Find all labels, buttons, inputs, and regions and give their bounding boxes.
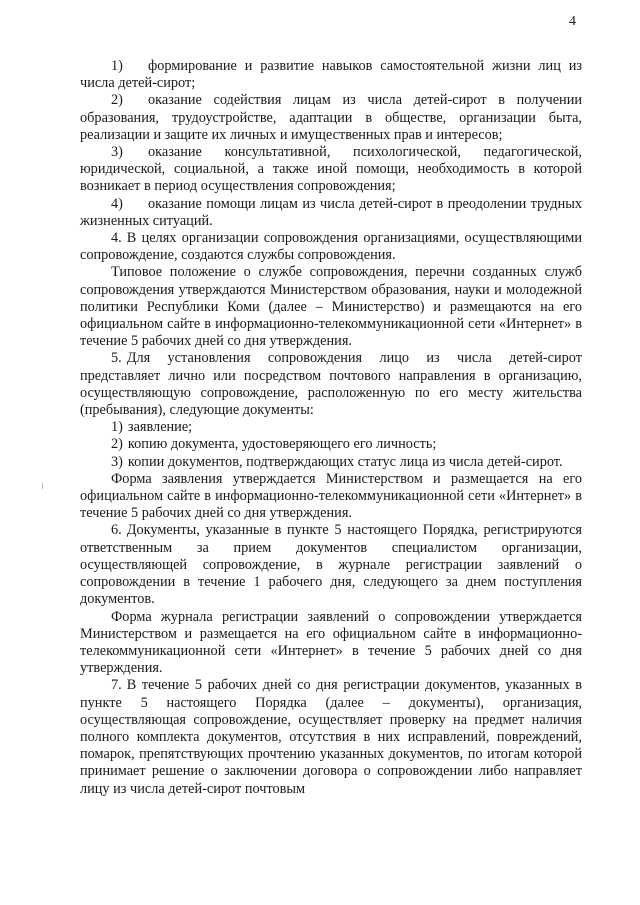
clause-number: 6. — [111, 522, 122, 539]
list-item — [80, 92, 582, 144]
item-number: 2) — [111, 92, 123, 109]
clause-number: 5. — [111, 350, 122, 367]
item-number: 1) — [111, 419, 123, 436]
document-body — [80, 58, 582, 798]
clause-paragraph — [80, 522, 582, 608]
clause-text: В целях организации сопровождения организациями, осуществляющими сопровождение, создаются службы сопровождения. — [80, 230, 582, 264]
item-text: копии документов, подтверждающих статус лица из числа детей-сирот. — [127, 453, 563, 470]
clause-paragraph — [80, 677, 582, 797]
paragraph-text: Типовое положение о службе сопровождения, перечни созданных служб сопровождения утверждаются Министерством образования, науки и молодежной политики Республики Коми (далее – Министерство) и размещаются на его официальном сайте в информационно-телекоммуникационной сети «Интернет» в течение 5 рабочих дней со дня утверждения. — [80, 264, 582, 350]
clause-text: Для установления сопровождения лицо из числа детей-сирот представляет лично или посредством почтового направления в организацию, осуществляющую сопровождение, расположенную по его месту жительства (пребывания), следующие документы: — [80, 350, 582, 419]
item-text: оказание консультативной, психологической, педагогической, юридической, социальной, а также иной помощи, необходимость в которой возникает в период осуществления сопровождения; — [80, 144, 582, 195]
item-text: оказание содействия лицам из числа детей-сирот в получении образования, трудоустройстве, адаптации в обществе, организации быта, реализации и защите их личных и имущественных прав и интересов; — [80, 92, 582, 143]
item-text: оказание помощи лицам из числа детей-сирот в преодолении трудных жизненных ситуаций. — [80, 195, 582, 229]
body-paragraph — [80, 609, 582, 678]
margin-mark — [42, 483, 43, 489]
body-paragraph — [80, 471, 582, 523]
item-number: 3) — [111, 453, 123, 470]
paragraph-text: Форма заявления утверждается Министерством и размещается на его официальном сайте в информационно-телекоммуникационной сети «Интернет» в течение 5 рабочих дней со дня утверждения. — [80, 470, 582, 522]
list-item — [80, 144, 582, 196]
clause-paragraph — [80, 350, 582, 419]
item-text: заявление; — [127, 419, 193, 436]
item-number: 1) — [111, 58, 123, 74]
clause-paragraph — [80, 230, 582, 264]
list-item — [80, 436, 582, 453]
item-number: 3) — [111, 144, 123, 161]
clause-number: 4. — [111, 230, 122, 247]
item-number: 2) — [111, 436, 123, 453]
item-text: формирование и развитие навыков самостоятельной жизни лиц из числа детей-сирот; — [80, 58, 582, 92]
list-item — [80, 58, 582, 92]
clause-number: 7. — [111, 677, 122, 694]
item-number: 4) — [111, 195, 123, 212]
paragraph-text: Форма журнала регистрации заявлений о сопровождении утверждается Министерством и размещается на его официальном сайте в информационно-телекоммуникационной сети «Интернет» в течение 5 рабочих дней со дня утверждения. — [80, 608, 582, 677]
item-text: копию документа, удостоверяющего его личность; — [127, 436, 437, 453]
page-number: 4 — [569, 14, 576, 29]
clause-text: Документы, указанные в пункте 5 настоящего Порядка, регистрируются ответственным за прием документов специалистом организации, осуществляющей сопровождение, в журнале регистрации заявлений о сопровождении в течение 1 рабочего дня, следующего за днем поступления документов. — [80, 522, 582, 608]
list-item — [80, 454, 582, 471]
list-item — [80, 196, 582, 230]
body-paragraph — [80, 264, 582, 350]
clause-text: В течение 5 рабочих дней со дня регистрации документов, указанных в пункте 5 настоящего Порядка (далее – документы), организация, осуществляющая сопровождение, осуществляет проверку на предмет наличия полного комплекта документов, отсутствия в них исправлений, повреждений, помарок, препятствующих прочтению указанных документов, по итогам которой принимает решение о заключении договора о сопровождении либо направляет лицу из числа детей-сирот почтовым — [80, 677, 582, 797]
list-item — [80, 419, 582, 436]
